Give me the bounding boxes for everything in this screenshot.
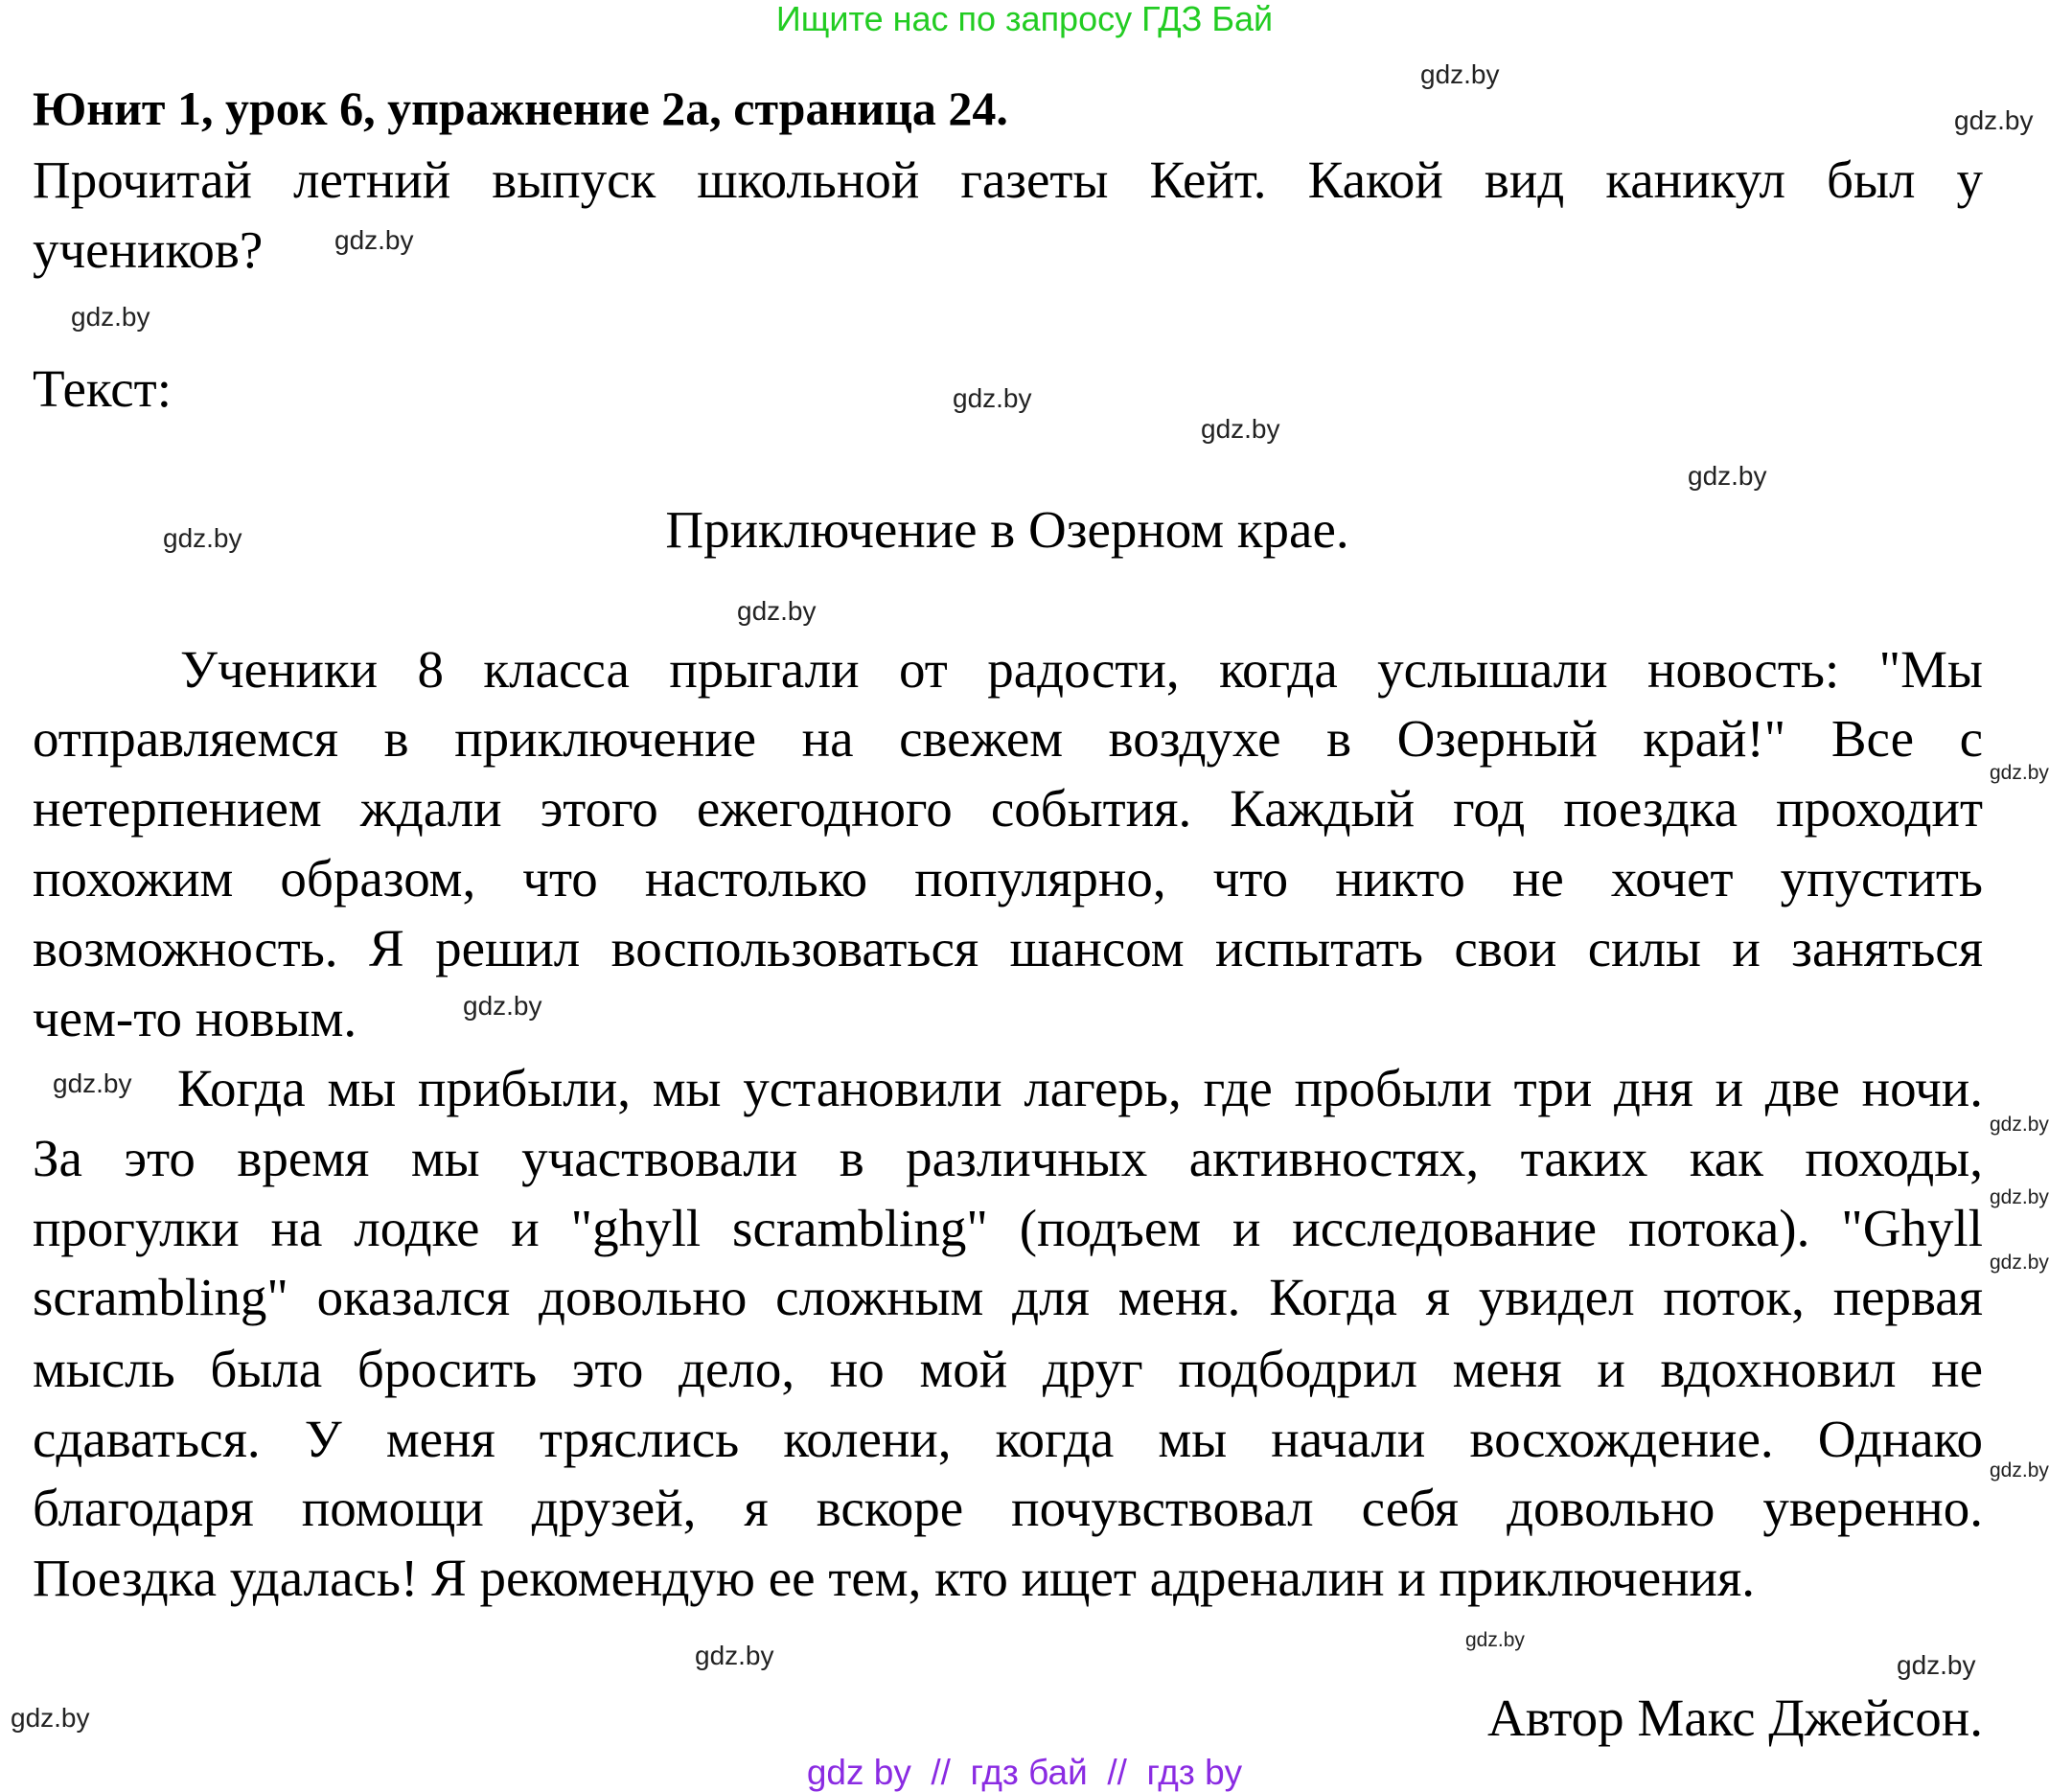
watermark: gdz.by [1688,461,1767,491]
watermark: gdz.by [1990,1252,2049,1274]
search-banner: Ищите нас по запросу ГДЗ Бай [775,0,1274,38]
watermark: gdz.by [737,596,817,626]
author-signature: Автор Макс Джейсон. [1487,1689,1983,1747]
watermark: gdz.by [1990,762,2049,784]
watermark: gdz.by [1465,1629,1525,1651]
watermark: gdz.by [11,1703,90,1733]
watermark: gdz.by [53,1068,132,1098]
paragraph-line: сдаваться. У меня тряслись колени, когда мы начали восхождение. Однако [33,1410,1983,1468]
watermark: gdz.by [1420,59,1500,89]
task-line: учеников? [33,220,264,279]
paragraph-line: Когда мы прибыли, мы установили лагерь, где пробыли три дня и две ночи. [177,1059,1983,1117]
paragraph-line: Ученики 8 класса прыгали от радости, когда услышали новость: "Мы [180,640,1983,699]
watermark: gdz.by [1201,414,1280,444]
watermark: gdz.by [163,523,242,553]
paragraph-line: похожим образом, что настолько популярно, что никто не хочет упустить [33,849,1983,907]
paragraph-line: прогулки на лодке и "ghyll scrambling" (подъем и исследование потока). "Ghyll [33,1199,1983,1257]
paragraph-line: нетерпением ждали этого ежегодного события. Каждый год поездка проходит [33,779,1983,838]
paragraph-line: scrambling" оказался довольно сложным для меня. Когда я увидел поток, первая [33,1268,1983,1326]
watermark: gdz.by [1990,1114,2049,1136]
task-line: Прочитай летний выпуск школьной газеты Кейт. Какой вид каникул был у [33,150,1983,209]
watermark: gdz.by [71,302,150,332]
text-label: Текст: [33,359,172,418]
watermark: gdz.by [1990,1459,2049,1482]
watermark: gdz.by [1954,105,2034,135]
footer-links: gdz by // гдз бай // гдз by [806,1753,1243,1792]
paragraph-line: чем-то новым. [33,989,357,1047]
watermark: gdz.by [463,991,542,1021]
watermark: gdz.by [334,225,414,255]
watermark: gdz.by [953,383,1032,413]
page-title: Юнит 1, урок 6, упражнение 2а, страница 24. [33,81,1008,135]
story-heading: Приключение в Озерном крае. [665,500,1349,559]
paragraph-line: Поездка удалась! Я рекомендую ее тем, кто ищет адреналин и приключения. [33,1549,1756,1607]
watermark: gdz.by [1990,1186,2049,1208]
paragraph-line: За это время мы участвовали в различных активностях, таких как походы, [33,1129,1983,1187]
watermark: gdz.by [1897,1650,1976,1680]
paragraph-line: отправляемся в приключение на свежем воздухе в Озерный край!" Все с [33,709,1983,768]
paragraph-line: возможность. Я решил воспользоваться шансом испытать свои силы и заняться [33,919,1983,977]
paragraph-line: мысль была бросить это дело, но мой друг подбодрил меня и вдохновил не [33,1340,1983,1398]
paragraph-line: благодаря помощи друзей, я вскоре почувствовал себя довольно уверенно. [33,1479,1983,1537]
watermark: gdz.by [695,1641,774,1670]
